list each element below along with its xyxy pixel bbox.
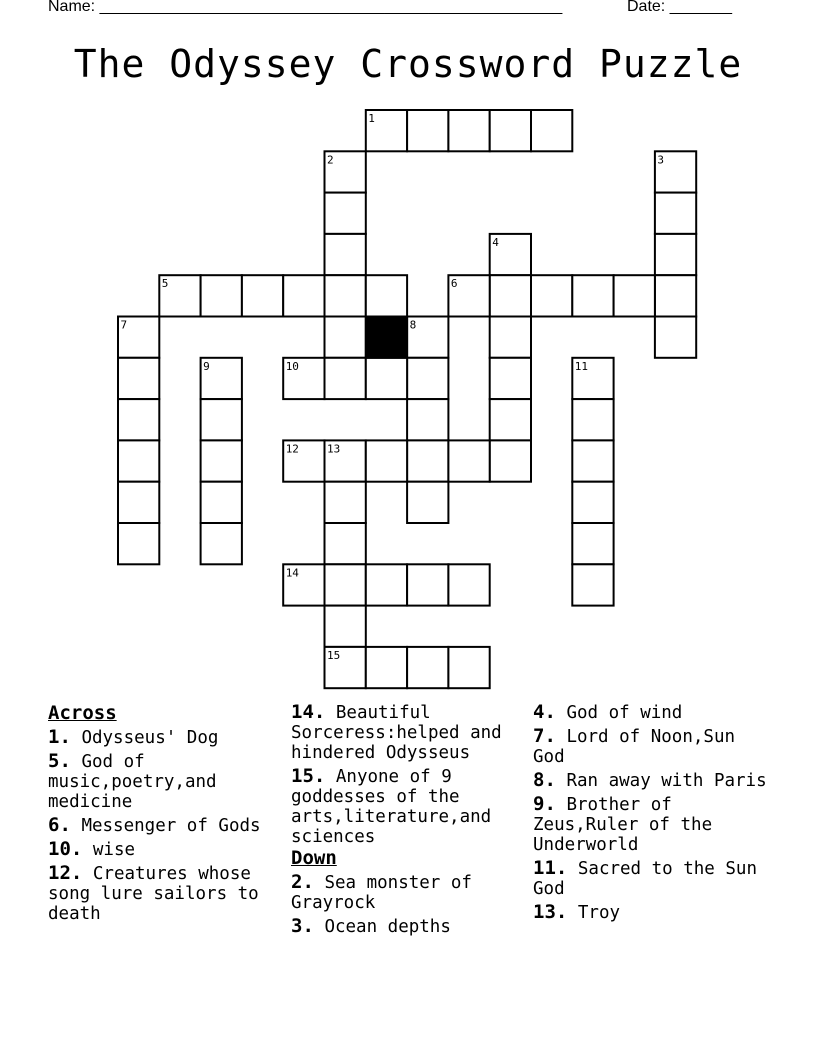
clue-text: Creatures whose song lure sailors to death xyxy=(48,864,259,924)
grid-cell xyxy=(531,110,572,151)
cell-number: 15 xyxy=(327,648,341,662)
clue-text: Troy xyxy=(577,903,621,923)
clue-down-4 xyxy=(533,702,773,723)
grid-cell xyxy=(201,440,242,481)
clue-text: Ocean depths xyxy=(324,917,451,937)
grid-cell xyxy=(490,317,531,358)
clue-number: 6. xyxy=(48,814,71,836)
clue-number: 8. xyxy=(533,769,556,791)
clue-across-14 xyxy=(291,702,531,763)
grid-cell xyxy=(366,358,407,399)
cell-number: 8 xyxy=(409,318,417,332)
grid-cell xyxy=(407,110,448,151)
clue-number: 10. xyxy=(48,838,83,860)
clue-down-7 xyxy=(533,726,773,767)
grid-cell xyxy=(572,440,613,481)
clue-number: 7. xyxy=(533,725,556,747)
puzzle-title: The Odyssey Crossword Puzzle xyxy=(73,42,743,86)
grid-cell xyxy=(655,193,696,234)
clue-number: 1. xyxy=(48,726,71,748)
clue-number: 9. xyxy=(533,793,556,815)
grid-cell xyxy=(448,564,489,605)
clue-number: 15. xyxy=(291,765,326,787)
grid-cell xyxy=(283,275,324,316)
name-field: Name: ____________________________________________________ xyxy=(48,0,563,15)
clue-down-2 xyxy=(291,872,531,913)
grid-cell xyxy=(118,523,159,564)
grid-cell xyxy=(325,317,366,358)
clue-down-9 xyxy=(533,794,773,855)
cell-number: 5 xyxy=(161,277,169,291)
down-heading: Down xyxy=(291,847,337,869)
grid-cell xyxy=(448,110,489,151)
clue-number: 13. xyxy=(533,901,568,923)
grid-cell xyxy=(490,440,531,481)
grid-cell xyxy=(490,399,531,440)
grid-cell xyxy=(407,399,448,440)
grid-cell xyxy=(655,275,696,316)
clues-column-1 xyxy=(48,702,288,924)
grid-cell xyxy=(325,606,366,647)
clue-number: 11. xyxy=(533,857,568,879)
grid-cell xyxy=(407,564,448,605)
grid-cell xyxy=(407,358,448,399)
clue-text: God of music,poetry,and medicine xyxy=(48,752,217,812)
clue-text: God of wind xyxy=(566,703,683,723)
grid-cell xyxy=(366,440,407,481)
grid-cell xyxy=(325,564,366,605)
clue-number: 12. xyxy=(48,862,83,884)
grid-cell xyxy=(407,647,448,688)
clue-text: Ran away with Paris xyxy=(566,771,767,791)
across-heading: Across xyxy=(48,702,117,724)
clue-text: Messenger of Gods xyxy=(81,816,261,836)
cell-number: 6 xyxy=(450,277,458,291)
grid-cell xyxy=(366,647,407,688)
clue-number: 5. xyxy=(48,750,71,772)
grid-cell xyxy=(325,275,366,316)
grid-cell xyxy=(366,275,407,316)
grid-cell xyxy=(572,275,613,316)
clue-across-10 xyxy=(48,839,288,860)
grid-cell xyxy=(118,482,159,523)
clue-text: Odysseus' Dog xyxy=(81,728,219,748)
grid-cell xyxy=(118,399,159,440)
grid-cell xyxy=(201,275,242,316)
clue-text: Anyone of 9 goddesses of the arts,literature,and sciences xyxy=(291,767,492,847)
grid-cell xyxy=(531,275,572,316)
grid-cell xyxy=(614,275,655,316)
grid-cell xyxy=(572,399,613,440)
cell-number: 9 xyxy=(203,359,210,373)
grid-cell xyxy=(490,275,531,316)
clue-number: 2. xyxy=(291,871,314,893)
cell-number: 13 xyxy=(327,442,341,456)
clue-down-3 xyxy=(291,916,531,937)
cell-number: 4 xyxy=(492,235,499,249)
grid-cell xyxy=(118,358,159,399)
grid-cell xyxy=(325,523,366,564)
grid-cell xyxy=(572,564,613,605)
grid-cell xyxy=(448,440,489,481)
cell-number: 7 xyxy=(120,318,128,332)
clue-across-15 xyxy=(291,766,531,847)
grid-cell xyxy=(325,193,366,234)
clue-down-11 xyxy=(533,858,773,899)
grid-cell xyxy=(201,482,242,523)
clue-across-6 xyxy=(48,815,288,836)
clue-across-12 xyxy=(48,863,288,924)
clue-text: Beautiful Sorceress:helped and hindered Odysseus xyxy=(291,703,502,763)
clue-across-5 xyxy=(48,751,288,812)
cell-number: 11 xyxy=(574,359,589,373)
clue-text: Sacred to the Sun God xyxy=(533,859,757,899)
clue-down-8 xyxy=(533,770,773,791)
cell-number: 2 xyxy=(327,153,334,167)
grid-cell xyxy=(407,440,448,481)
clue-across-1 xyxy=(48,727,288,748)
grid-cell xyxy=(490,110,531,151)
clue-text: Sea monster of Grayrock xyxy=(291,873,472,913)
grid-cell xyxy=(407,482,448,523)
cell-number: 1 xyxy=(368,112,375,125)
grid-cell xyxy=(242,275,283,316)
cell-number: 12 xyxy=(285,442,299,456)
clue-text: Brother of Zeus,Ruler of the Underworld xyxy=(533,795,713,855)
grid-cell xyxy=(325,234,366,275)
grid-cell xyxy=(572,482,613,523)
grid-cell xyxy=(325,482,366,523)
grid-cell xyxy=(572,523,613,564)
grid-cell xyxy=(448,647,489,688)
clue-text: wise xyxy=(92,840,136,860)
grid-cell xyxy=(366,564,407,605)
grid-cell xyxy=(490,358,531,399)
grid-cell xyxy=(201,523,242,564)
clues-column-3 xyxy=(533,702,773,923)
clue-number: 4. xyxy=(533,701,556,723)
cell-number: 3 xyxy=(657,153,665,167)
cell-number: 10 xyxy=(285,359,299,373)
clue-down-13 xyxy=(533,902,773,923)
date-field: Date: _______ xyxy=(627,0,732,15)
grid-cell xyxy=(325,358,366,399)
grid-cell xyxy=(201,399,242,440)
clue-number: 3. xyxy=(291,915,314,937)
black-square xyxy=(366,317,407,358)
grid-cell xyxy=(118,440,159,481)
grid-cell xyxy=(655,317,696,358)
cell-number: 14 xyxy=(285,566,299,580)
clues-column-2 xyxy=(291,702,531,937)
grid-cell xyxy=(655,234,696,275)
clue-text: Lord of Noon,Sun God xyxy=(533,727,736,767)
clue-number: 14. xyxy=(291,701,326,723)
